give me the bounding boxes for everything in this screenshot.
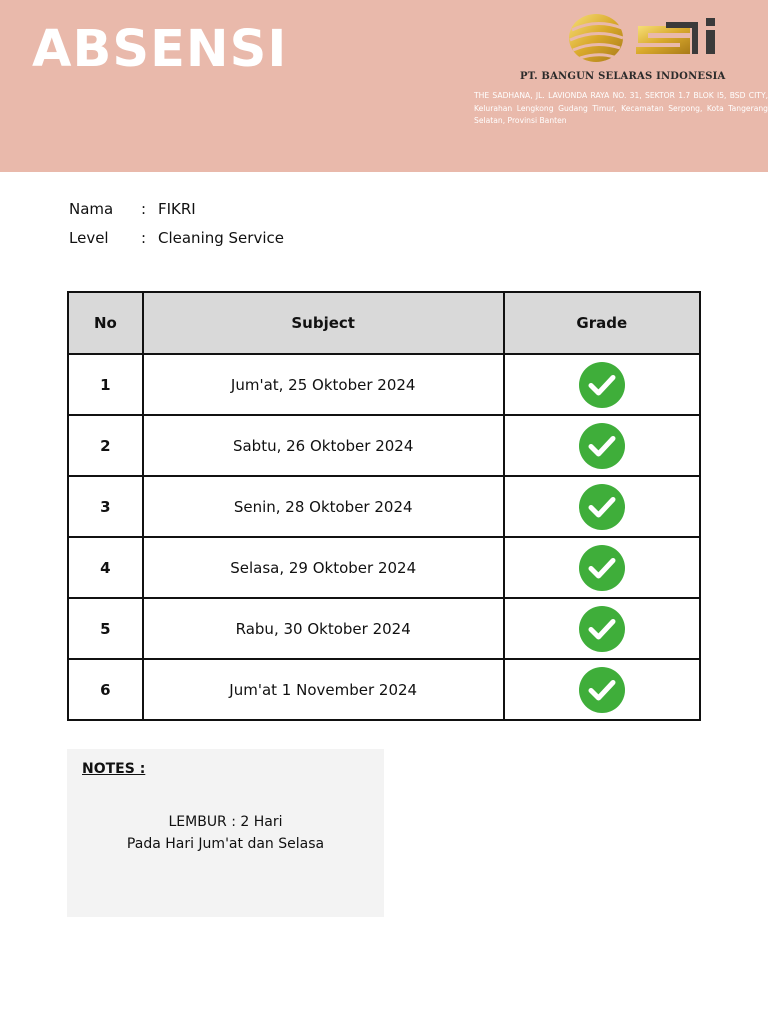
row-no: 4 <box>68 537 143 598</box>
row-subject: Sabtu, 26 Oktober 2024 <box>143 415 504 476</box>
table-row <box>68 598 700 659</box>
row-grade <box>504 415 700 476</box>
header-banner <box>0 0 768 172</box>
row-subject: Selasa, 29 Oktober 2024 <box>143 537 504 598</box>
check-icon <box>578 483 626 531</box>
row-no: 2 <box>68 415 143 476</box>
check-icon <box>578 544 626 592</box>
table-row <box>68 476 700 537</box>
row-subject: Senin, 28 Oktober 2024 <box>143 476 504 537</box>
row-no: 6 <box>68 659 143 720</box>
row-no: 5 <box>68 598 143 659</box>
level-value: Cleaning Service <box>158 229 284 247</box>
row-grade <box>504 537 700 598</box>
table-header-row <box>68 292 700 354</box>
notes-box <box>67 749 384 917</box>
notes-line-lembur: LEMBUR : 2 Hari <box>168 814 283 830</box>
row-no: 1 <box>68 354 143 415</box>
check-icon <box>578 605 626 653</box>
notes-body <box>67 811 384 855</box>
row-grade <box>504 659 700 720</box>
header-subject: Subject <box>143 292 504 354</box>
check-icon <box>578 666 626 714</box>
company-logo <box>566 8 738 68</box>
header-no: No <box>68 292 143 354</box>
check-icon <box>578 422 626 470</box>
level-label: Level <box>69 229 109 247</box>
check-icon <box>578 361 626 409</box>
nama-separator: : <box>141 200 147 218</box>
notes-line-days: Pada Hari Jum'at dan Selasa <box>126 836 325 852</box>
nama-value: FIKRI <box>158 200 196 218</box>
attendance-table <box>67 291 701 721</box>
row-subject: Rabu, 30 Oktober 2024 <box>143 598 504 659</box>
globe-icon <box>569 14 623 62</box>
row-subject: Jum'at 1 November 2024 <box>143 659 504 720</box>
header-grade: Grade <box>504 292 700 354</box>
table-row <box>68 415 700 476</box>
nama-label: Nama <box>69 200 114 218</box>
company-address: THE SADHANA, JL. LAVIONDA RAYA NO. 31, SEKTOR 1.7 BLOK I5, BSD CITY, Kelurahan Lengkong Gudang Timur, Kecamatan Serpong, Kota Tangerang Selatan, Provinsi Banten <box>474 91 768 125</box>
row-no: 3 <box>68 476 143 537</box>
level-separator: : <box>141 229 147 247</box>
table-row <box>68 354 700 415</box>
row-grade <box>504 598 700 659</box>
row-subject: Jum'at, 25 Oktober 2024 <box>143 354 504 415</box>
row-grade <box>504 476 700 537</box>
table-row <box>68 537 700 598</box>
page-title: ABSENSI <box>32 20 288 79</box>
company-name: PT. BANGUN SELARAS INDONESIA <box>520 71 726 82</box>
notes-title: NOTES : <box>82 761 146 777</box>
row-grade <box>504 354 700 415</box>
table-row <box>68 659 700 720</box>
